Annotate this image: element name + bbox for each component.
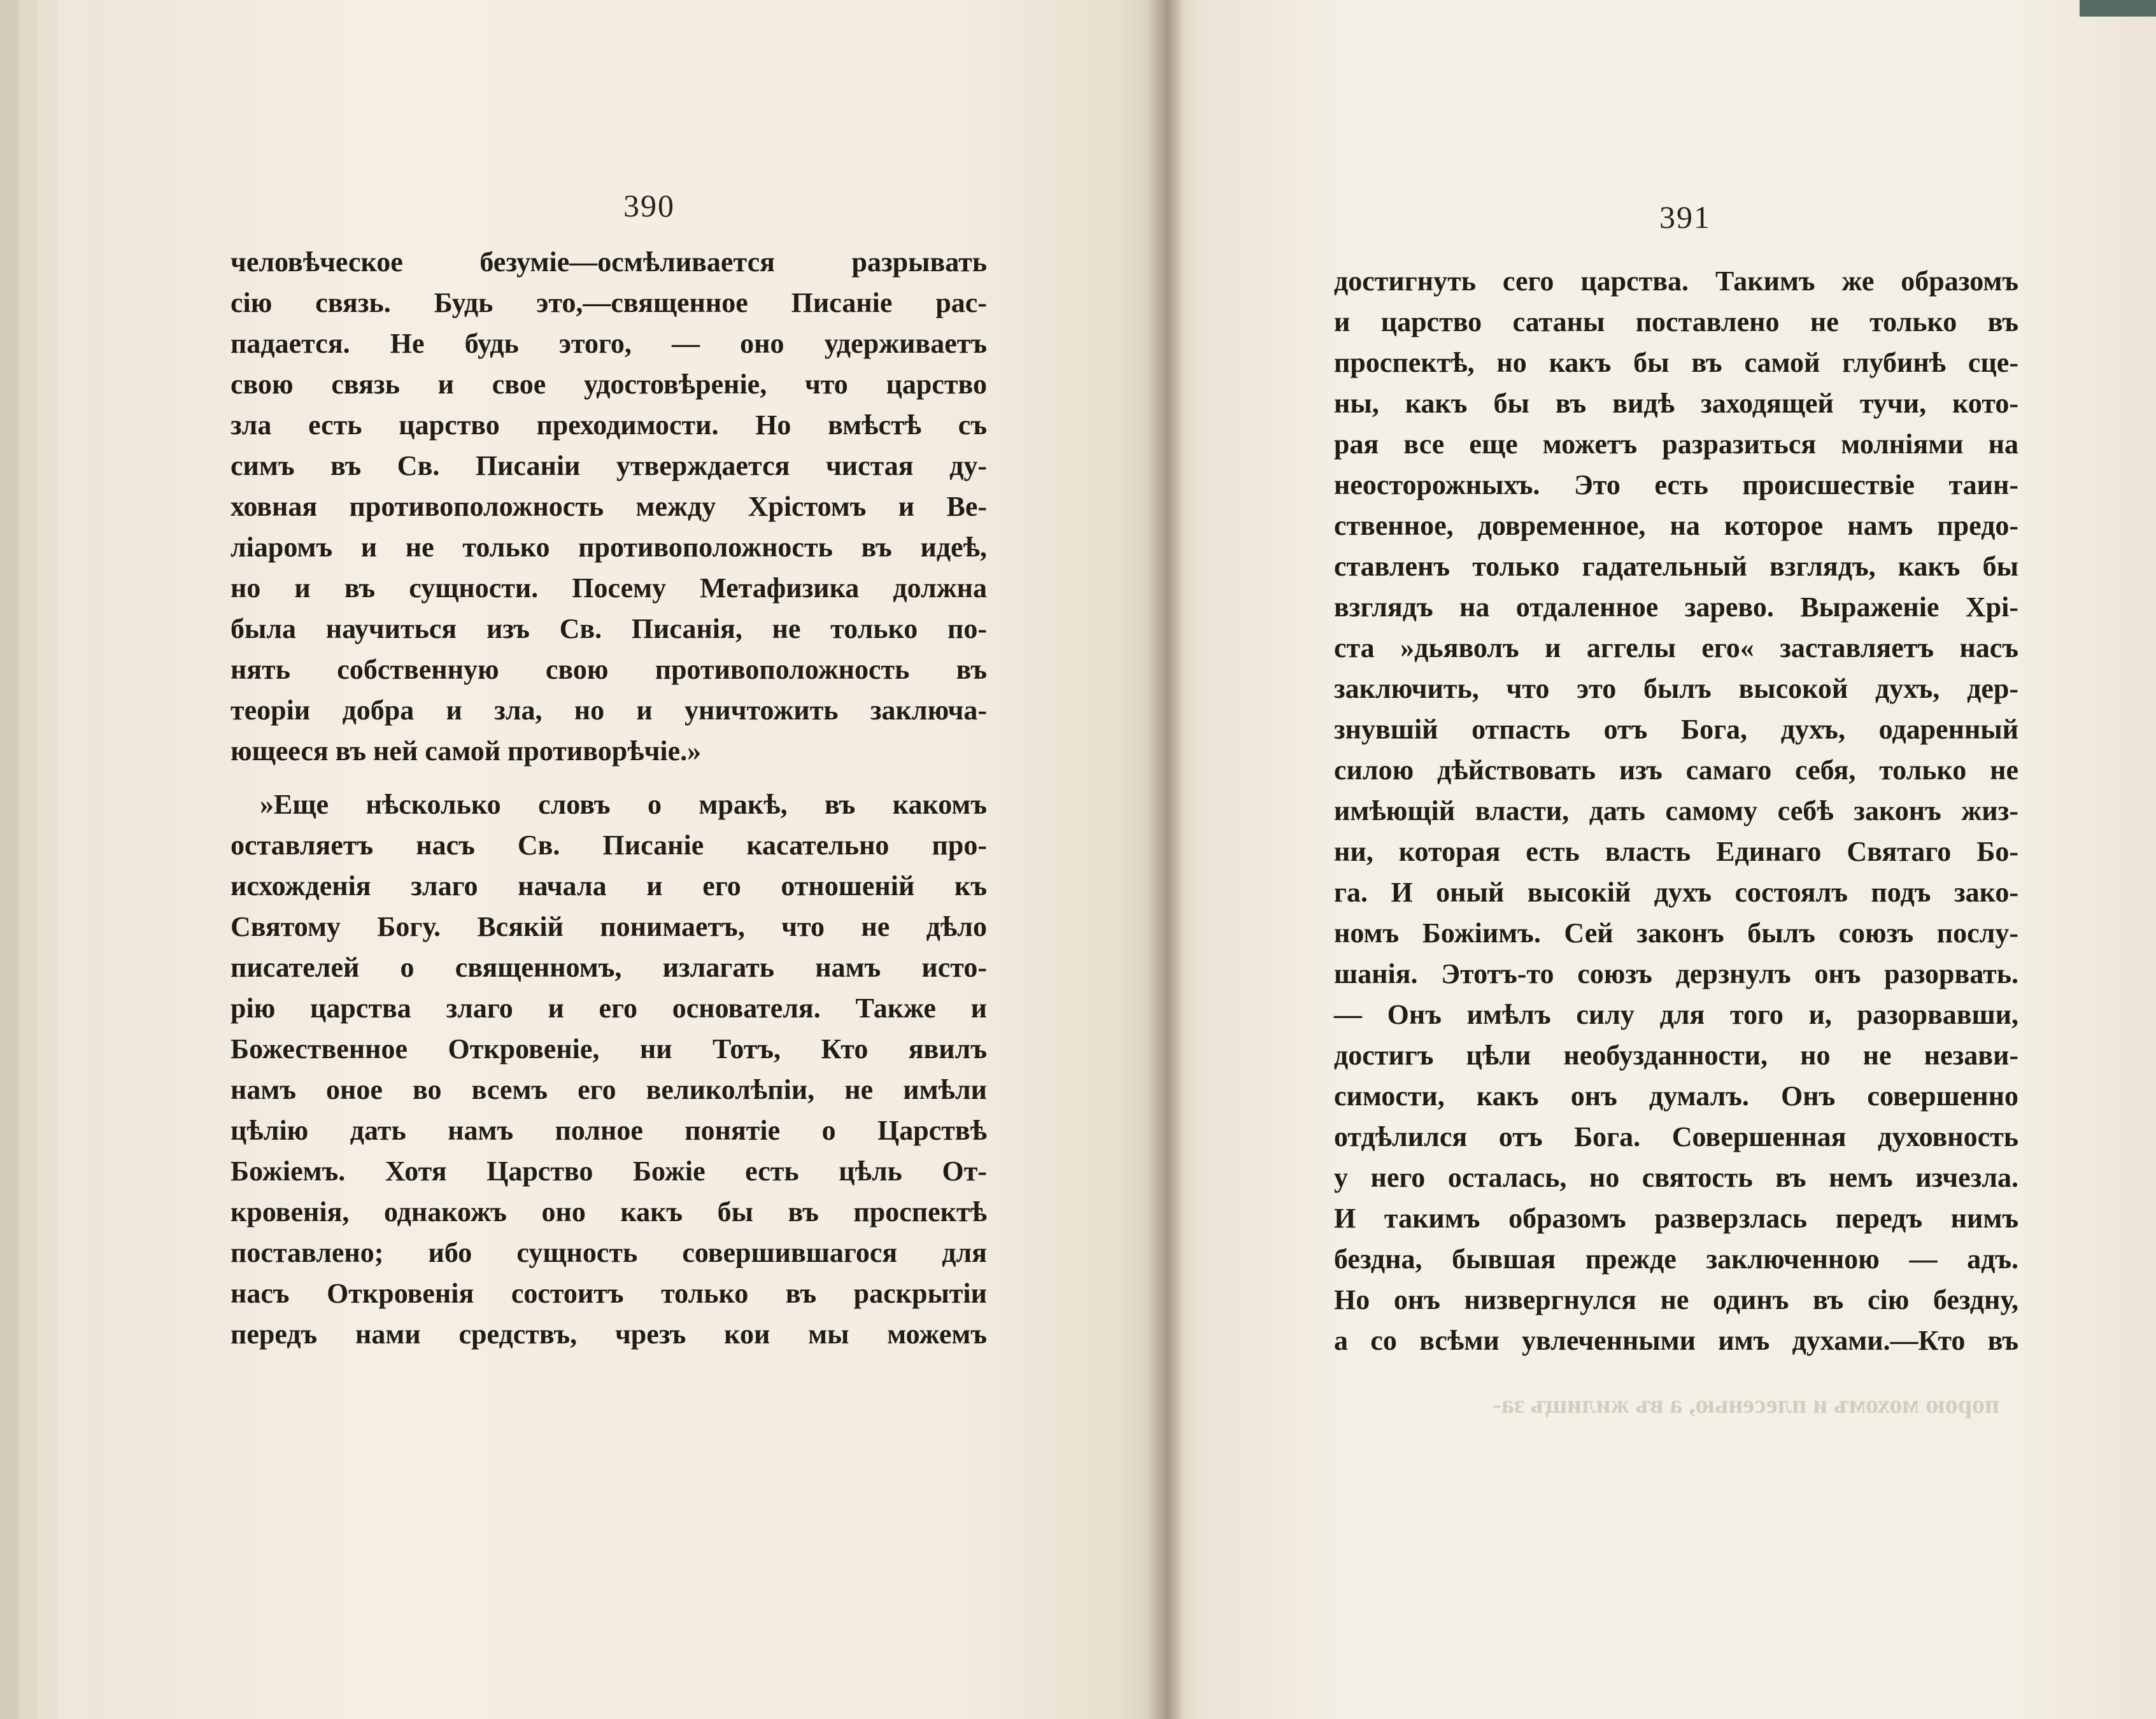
text-line: цѣлію дать намъ полное понятіе о Царствѣ (230, 1115, 987, 1146)
bleed-through-text: порою мохомъ и плесенью, а въ жилищъ за- (1493, 1390, 1999, 1418)
text-line: симъ въ Св. Писаніи утверждается чистая ду- (230, 450, 987, 481)
text-line: заключить, что это былъ высокой духъ, дер- (1334, 673, 2018, 704)
page-edge (0, 0, 21, 1719)
text-line: а со всѣми увлеченными имъ духами.—Кто въ (1334, 1325, 2018, 1356)
page-edge (19, 0, 39, 1719)
left-page-text (230, 242, 987, 1355)
text-line: Божественное Откровеніе, ни Тотъ, Кто явилъ (230, 1033, 987, 1065)
text-line: ставленъ только гадательный взглядъ, какъ бы (1334, 551, 2018, 582)
text-line: номъ Божіимъ. Сей законъ былъ союзъ послу- (1334, 917, 2018, 949)
text-line: Святому Богу. Всякій понимаетъ, что не дѣло (230, 911, 987, 942)
text-line: кровенія, однакожъ оно какъ бы въ проспектѣ (230, 1196, 987, 1227)
text-line: писателей о священномъ, излагать намъ исто- (230, 952, 987, 983)
text-line: свою связь и свое удостовѣреніе, что царство (230, 369, 987, 400)
text-line: га. И оный высокій духъ состоялъ подъ зако- (1334, 877, 2018, 908)
text-line: исхожденія злаго начала и его отношеній къ (230, 870, 987, 902)
text-line: оставляетъ насъ Св. Писаніе касательно про- (230, 830, 987, 861)
text-line: ственное, довременное, на которое намъ предо- (1334, 510, 2018, 541)
text-line: сію связь. Будь это,—священное Писаніе рас- (230, 287, 987, 318)
left-page-number: 390 (623, 188, 675, 223)
text-line: симости, какъ онъ думалъ. Онъ совершенно (1334, 1080, 2018, 1112)
text-line: имѣющій власти, дать самому себѣ законъ жиз- (1334, 795, 2018, 826)
right-page-text (1334, 261, 2018, 1361)
text-line: но и въ сущности. Посему Метафизика должна (230, 572, 987, 604)
text-line: ющееся въ ней самой противорѣчіе.» (230, 735, 702, 767)
text-line: отдѣлился отъ Бога. Совершенная духовность (1334, 1121, 2018, 1152)
text-line: намъ оное во всемъ его великолѣпіи, не имѣли (230, 1074, 987, 1105)
text-line: — Онъ имѣлъ силу для того и, разорвавши, (1334, 999, 2018, 1030)
text-line: ны, какъ бы въ видѣ заходящей тучи, кото- (1334, 388, 2018, 419)
text-line: неосторожныхъ. Это есть происшествіе таин- (1334, 469, 2018, 500)
text-line: насъ Откровенія состоитъ только въ раскрытіи (230, 1278, 987, 1309)
text-line: нять собственную свою противоположность въ (230, 654, 987, 685)
text-line: зла есть царство преходимости. Но вмѣстѣ съ (230, 409, 987, 441)
text-line: человѣческое безуміе—осмѣливается разрывать (230, 246, 987, 278)
text-line: ховная противоположность между Хрістомъ и Ве- (230, 491, 987, 522)
text-line: шанія. Этотъ-то союзъ дерзнулъ онъ разорвать. (1334, 958, 2018, 989)
right-page-number: 391 (1659, 199, 1711, 235)
paragraph-gap (230, 772, 987, 784)
text-line: бездна, бывшая прежде заключенною — адъ. (1334, 1243, 2018, 1275)
text-line: взглядъ на отдаленное зарево. Выраженіе Хрі- (1334, 591, 2018, 623)
text-line: передъ нами средствъ, чрезъ кои мы можемъ (230, 1319, 987, 1350)
text-line: достигнуть сего царства. Такимъ же образомъ (1334, 265, 2018, 297)
text-line: падается. Не будь этого, — оно удерживаетъ (230, 328, 987, 359)
text-line: ліаромъ и не только противоположность въ идеѣ, (230, 532, 987, 563)
text-line: И такимъ образомъ разверзлась передъ нимъ (1334, 1203, 2018, 1234)
page-edge (59, 0, 89, 1719)
text-line: знувшій отпасть отъ Бога, духъ, одаренный (1334, 714, 2018, 745)
text-line: поставлено; ибо сущность совершившагося для (230, 1237, 987, 1268)
text-line: силою дѣйствовать изъ самаго себя, только не (1334, 754, 2018, 786)
text-line: и царство сатаны поставлено не только въ (1334, 306, 2018, 337)
text-line: рію царства злаго и его основателя. Также и (230, 993, 987, 1024)
text-line: ни, которая есть власть Единаго Святаго Бо- (1334, 836, 2018, 867)
text-line: Божіемъ. Хотя Царство Божіе есть цѣль От- (230, 1156, 987, 1187)
text-line: Но онъ низвергнулся не одинъ въ сію бездну, (1334, 1284, 2018, 1315)
cover-corner (2080, 0, 2156, 17)
text-line: у него осталась, но святость въ немъ изчезла. (1334, 1162, 2018, 1193)
text-line: рая все еще можетъ разразиться молніями на (1334, 428, 2018, 460)
text-line: проспектѣ, но какъ бы въ самой глубинѣ сце- (1334, 347, 2018, 378)
page-edge (37, 0, 60, 1719)
text-line: была научиться изъ Св. Писанія, не только по- (230, 613, 987, 644)
text-line: достигъ цѣли необузданности, но не незави- (1334, 1040, 2018, 1071)
text-line: »Еще нѣсколько словъ о мракѣ, въ какомъ (260, 789, 987, 820)
text-line: ста »дьяволъ и аггелы его« заставляетъ насъ (1334, 632, 2018, 663)
text-line: теоріи добра и зла, но и уничтожить заключа- (230, 695, 987, 726)
